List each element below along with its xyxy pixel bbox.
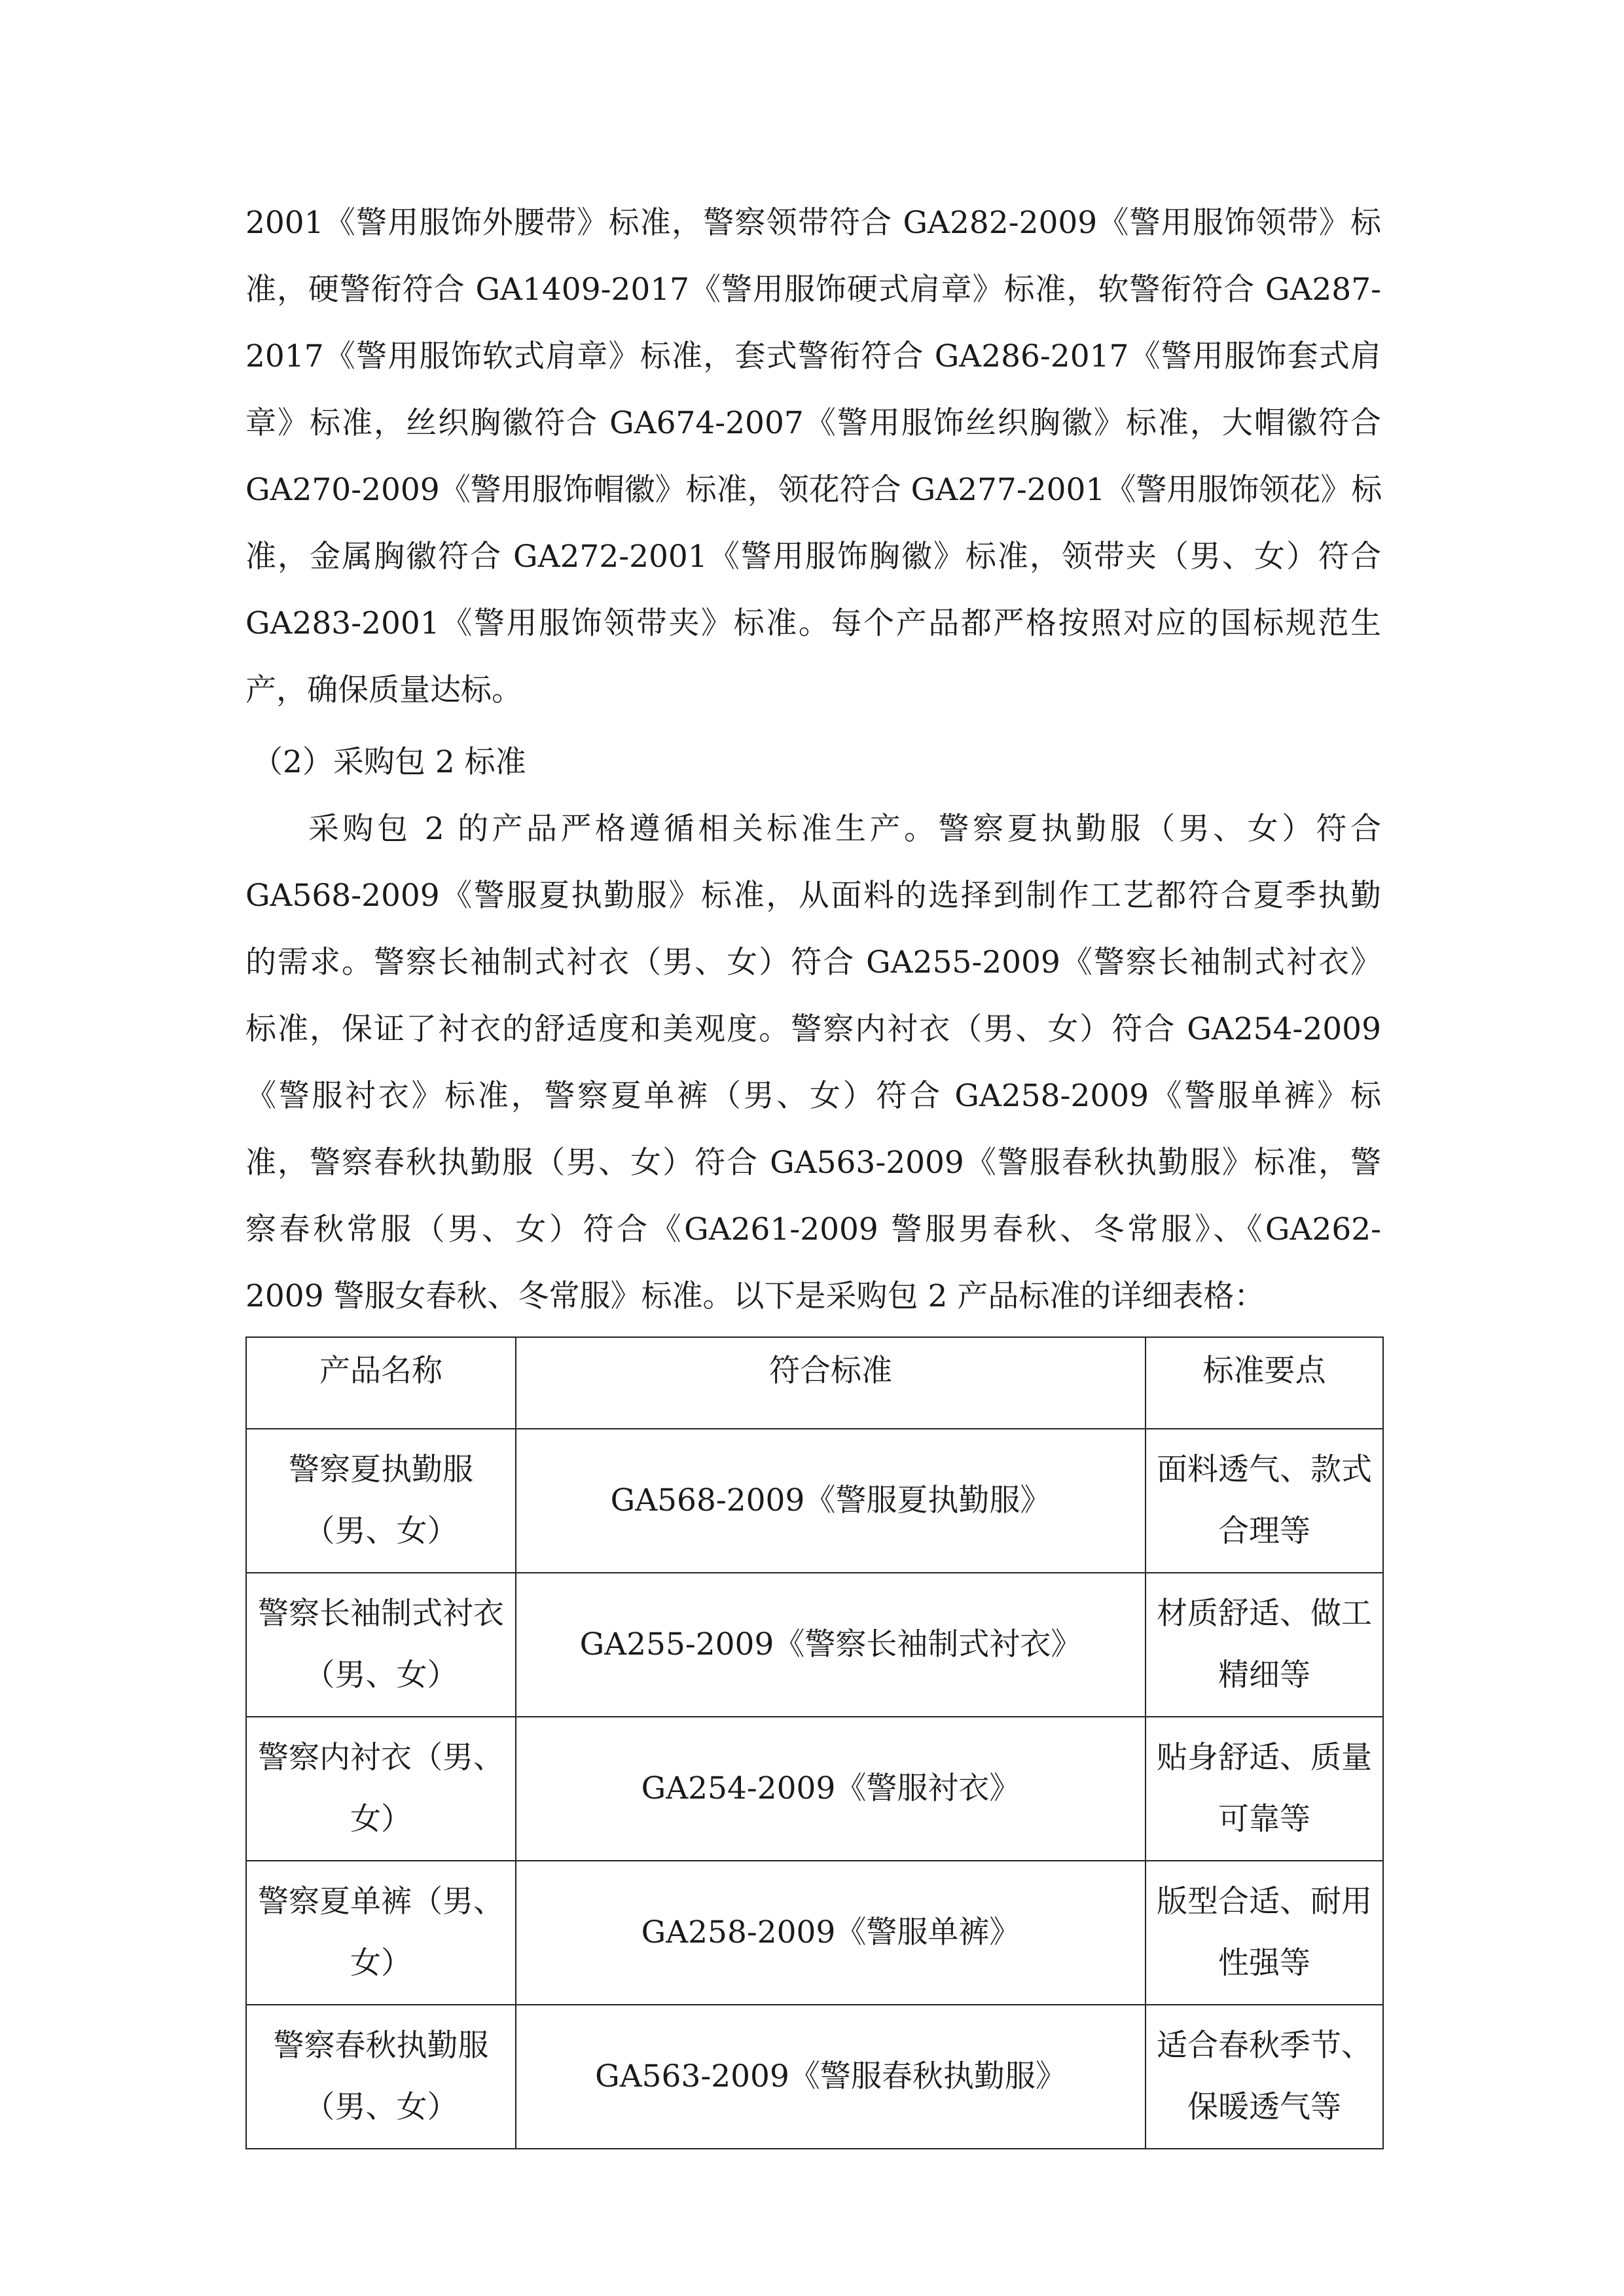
cell-standard: GA568-2009《警服夏执勤服》	[516, 1429, 1146, 1573]
text-line: GA270-2009《警用服饰帽徽》标准，领花符合 GA277-2001《警用服饰领花》标	[245, 472, 1382, 508]
table-row	[246, 2005, 1383, 2149]
text-line: 2017《警用服饰软式肩章》标准，套式警衔符合 GA286-2017《警用服饰套式肩	[245, 338, 1381, 374]
section-heading: （2）采购包 2 标准	[252, 744, 526, 780]
header-key-points: 标准要点	[1146, 1337, 1383, 1429]
paragraph-standards-package-2	[245, 796, 1381, 1330]
text-line: 《警服衬衣》标准，警察夏单裤（男、女）符合 GA258-2009《警服单裤》标	[245, 1078, 1381, 1114]
text-line: 准，硬警衔符合 GA1409-2017《警用服饰硬式肩章》标准，软警衔符合 GA287-	[245, 272, 1381, 308]
text-line: 采购包 2 的产品严格遵循相关标准生产。警察夏执勤服（男、女）符合	[308, 811, 1381, 847]
paragraph-standards-package-1	[245, 190, 1381, 724]
text-line: 章》标准，丝织胸徽符合 GA674-2007《警用服饰丝织胸徽》标准，大帽徽符合	[245, 405, 1381, 441]
standards-table	[245, 1336, 1384, 2149]
cell-product-name: 警察长袖制式衬衣 （男、女）	[246, 1573, 516, 1717]
text-line: 的需求。警察长袖制式衬衣（男、女）符合 GA255-2009《警察长袖制式衬衣》	[245, 944, 1381, 980]
table-row	[246, 1573, 1383, 1717]
cell-standard: GA255-2009《警察长袖制式衬衣》	[516, 1573, 1146, 1717]
cell-product-name: 警察内衬衣（男、 女）	[246, 1717, 516, 1861]
cell-key-points: 版型合适、耐用 性强等	[1146, 1861, 1383, 2005]
cell-key-points: 贴身舒适、质量 可靠等	[1146, 1717, 1383, 1861]
header-product-name: 产品名称	[246, 1337, 516, 1429]
text-line: 2009 警服女春秋、冬常服》标准。以下是采购包 2 产品标准的详细表格：	[245, 1278, 1265, 1314]
document-page	[245, 190, 1381, 2149]
cell-standard: GA254-2009《警服衬衣》	[516, 1717, 1146, 1861]
table-row	[246, 1861, 1383, 2005]
cell-product-name: 警察夏执勤服 （男、女）	[246, 1429, 516, 1573]
text-line: GA283-2001《警用服饰领带夹》标准。每个产品都严格按照对应的国标规范生	[245, 605, 1381, 641]
cell-key-points: 材质舒适、做工 精细等	[1146, 1573, 1383, 1717]
text-line: 产，确保质量达标。	[245, 672, 522, 708]
text-line: 标准，保证了衬衣的舒适度和美观度。警察内衬衣（男、女）符合 GA254-2009	[245, 1011, 1381, 1047]
text-line: 准，金属胸徽符合 GA272-2001《警用服饰胸徽》标准，领带夹（男、女）符合	[245, 539, 1381, 575]
header-standard: 符合标准	[516, 1337, 1146, 1429]
cell-product-name: 警察夏单裤（男、 女）	[246, 1861, 516, 2005]
text-line: 察春秋常服（男、女）符合《GA261-2009 警服男春秋、冬常服》、《GA262-	[245, 1211, 1381, 1247]
table-header-row	[246, 1337, 1383, 1429]
cell-product-name: 警察春秋执勤服 （男、女）	[246, 2005, 516, 2149]
cell-key-points: 适合春秋季节、 保暖透气等	[1146, 2005, 1383, 2149]
cell-standard: GA258-2009《警服单裤》	[516, 1861, 1146, 2005]
cell-key-points: 面料透气、款式 合理等	[1146, 1429, 1383, 1573]
text-line: GA568-2009《警服夏执勤服》标准，从面料的选择到制作工艺都符合夏季执勤	[245, 878, 1381, 914]
text-line: 准，警察春秋执勤服（男、女）符合 GA563-2009《警服春秋执勤服》标准，警	[245, 1145, 1381, 1181]
cell-standard: GA563-2009《警服春秋执勤服》	[516, 2005, 1146, 2149]
table-row	[246, 1717, 1383, 1861]
text-line: 2001《警用服饰外腰带》标准，警察领带符合 GA282-2009《警用服饰领带》标	[245, 205, 1381, 241]
table-row	[246, 1429, 1383, 1573]
